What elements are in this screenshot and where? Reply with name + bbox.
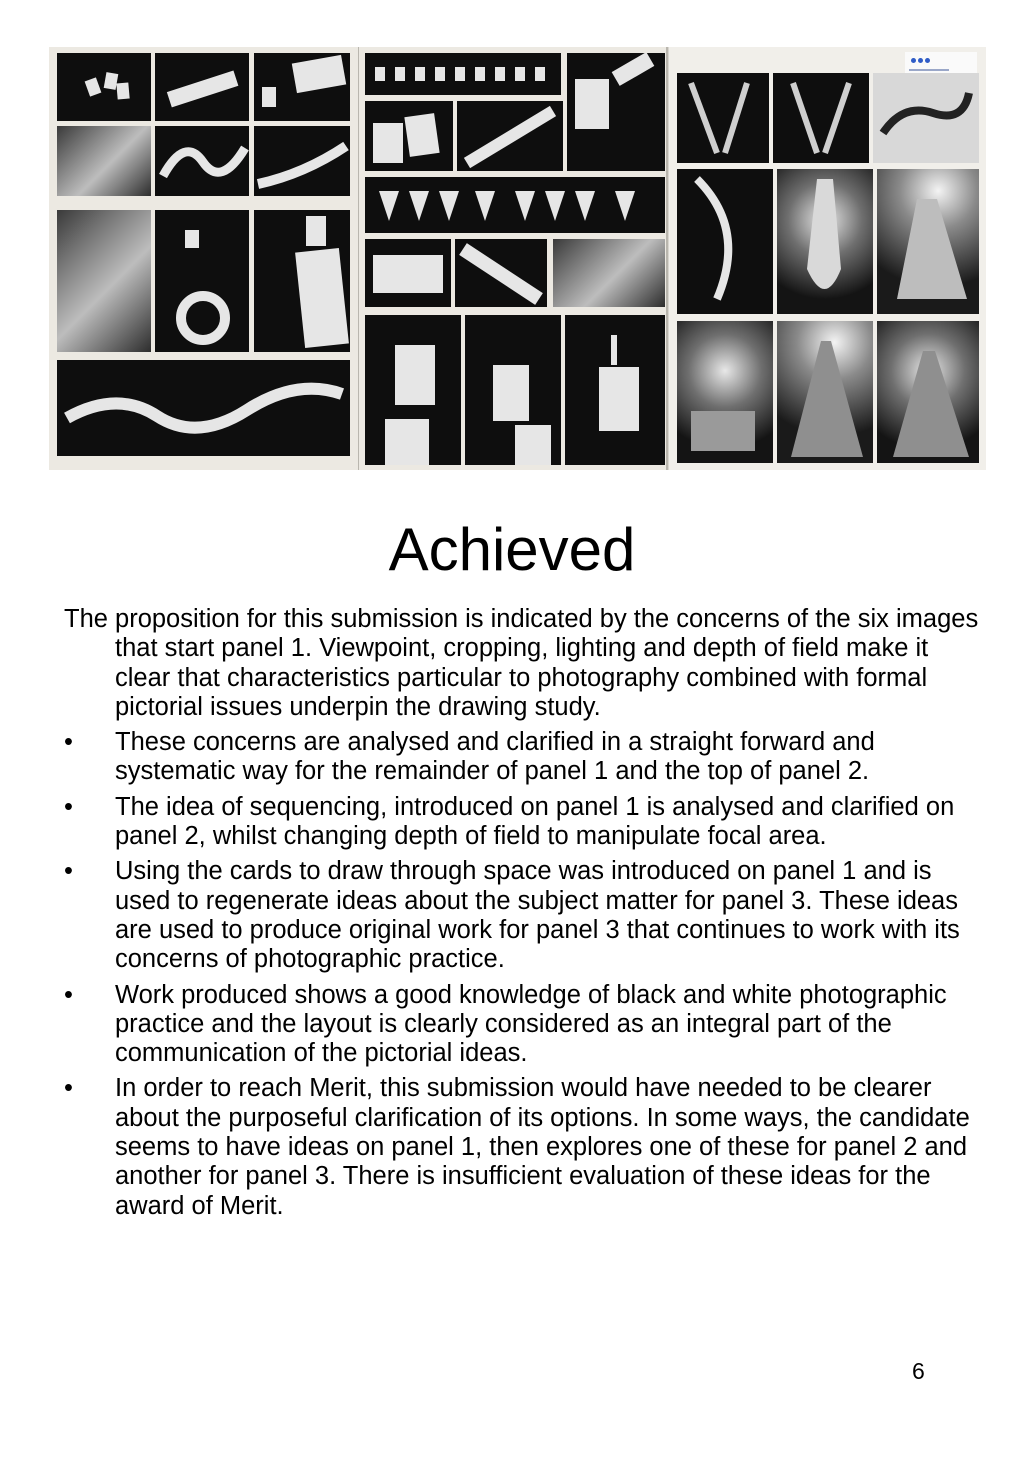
board-photo (49, 47, 986, 470)
card-photo (565, 315, 665, 465)
bullet-marker: • (64, 728, 73, 757)
card-photo (877, 321, 979, 463)
body-text (64, 605, 984, 1227)
card-photo (57, 360, 350, 456)
card-photo (777, 321, 873, 463)
card-photo (457, 101, 563, 171)
card-photo (57, 210, 151, 352)
card-photo (155, 53, 249, 121)
card-photo (365, 315, 461, 465)
card-photo (567, 53, 665, 171)
page-number: 6 (912, 1358, 925, 1384)
card-photo (465, 315, 561, 465)
panel-1 (49, 47, 358, 470)
card-photo (365, 53, 561, 95)
card-photo (365, 177, 665, 233)
card-photo (455, 239, 547, 307)
card-photo (365, 239, 451, 307)
panel-2 (359, 47, 666, 470)
bullet-item (64, 857, 984, 974)
intro-paragraph: The proposition for this submission is indicated by the concerns of the six images that start panel 1. Viewpoint, cropping, lighting and depth of field make it clear that characteristics particular to photography combined with formal pictorial issues underpin the drawing study. (64, 605, 979, 721)
bullet-marker: • (64, 857, 73, 886)
bullet-item (64, 1074, 984, 1220)
panel-3 (669, 47, 986, 470)
bullet-text: These concerns are analysed and clarified in a straight forward and systematic way for the remainder of panel 1 and the top of panel 2. (115, 728, 875, 786)
card-photo (677, 169, 773, 314)
bullet-marker: • (64, 1074, 73, 1103)
card-photo (365, 101, 453, 171)
card-photo (773, 73, 869, 163)
card-photo (155, 126, 249, 196)
card-photo (254, 53, 350, 121)
card-photo (57, 126, 151, 196)
card-photo (677, 321, 773, 463)
card-photo (57, 53, 151, 121)
bullet-text: The idea of sequencing, introduced on panel 1 is analysed and clarified on panel 2, whilst changing depth of field to manipulate focal area. (115, 792, 955, 851)
bullet-text: Using the cards to draw through space was introduced on panel 1 and is used to regenerate ideas about the subject matter for panel 3. These ideas are used to produce original work for panel 3 that continues to work with its concerns of photographic practice. (115, 857, 960, 974)
bullet-item (64, 981, 984, 1069)
bullet-marker: • (64, 980, 73, 1009)
card-photo (877, 169, 979, 314)
slide-title: Achieved (388, 516, 636, 583)
bullet-item (64, 728, 984, 787)
card-photo (553, 239, 665, 307)
card-photo (254, 210, 350, 352)
card-photo (155, 210, 249, 352)
card-photo (677, 73, 769, 163)
bullet-marker: • (64, 792, 73, 821)
bullet-item (64, 793, 984, 852)
panel-seam (666, 47, 668, 470)
bullet-text: In order to reach Merit, this submission would have needed to be clearer about the purposeful clarification of its options. In some ways, the candidate seems to have ideas on panel 1, then explores one of these for panel 2 and another for panel 3. There is insufficient evaluation of these ideas for the award of Merit. (115, 1074, 970, 1220)
bullet-text: Work produced shows a good knowledge of black and white photographic practice and the layout is clearly considered as an integral part of the communication of the pictorial ideas. (115, 980, 947, 1068)
card-photo (873, 73, 979, 163)
card-photo (254, 126, 350, 196)
card-photo (777, 169, 873, 314)
